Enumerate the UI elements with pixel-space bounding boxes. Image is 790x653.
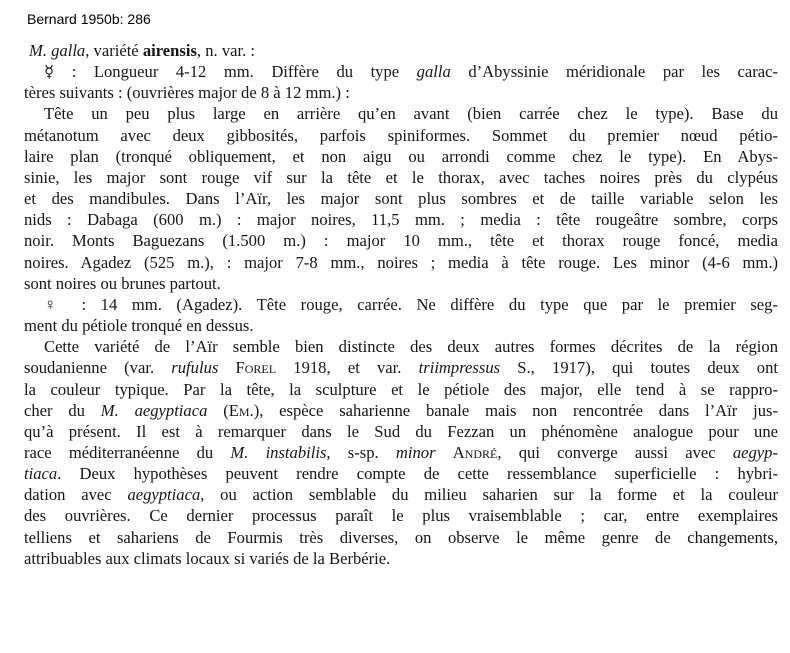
document-page: [24, 40, 778, 569]
taxon-heading: M. galla, variété airensis, n. var. :: [29, 41, 255, 60]
discussion-paragraph: Cette variété de l’Aïr semble bien distincte des deux autres formes décrites de la région soudanienne (var. rufulus Forel 1918, et var. triimpressus S., 1917), qui toutes deux ont la couleur typique. Par la tête, la sculpture et le pétiole des major, elle tend à se rappro- cher du M. aegyptiaca (Em.), espèce saharienne banale mais non rencontrée dans l’Aïr jus- qu’à présent. Il est à remarquer dans le Sud du Fezzan un phénomène analogue pour une race méditerranéenne du M. instabilis, s-sp. minor André, qui converge aussi avec aegyp- tiaca. Deux hypothèses peuvent rendre compte de cette ressemblance superficielle : hybri- dation avec aegyptiaca, ou action semblable du milieu saharien sur la forme et la couleur des ouvrières. Ce dernier processus paraît le plus vraisemblable ; car, entre exemplaires telliens et sahariens de Fourmis très diverses, on observe le même genre de changements, attribuables aux climats locaux si variés de la Berbérie.: [24, 337, 779, 568]
worker-symbol: ☿: [44, 62, 55, 82]
taxon-variety: airensis: [142, 41, 197, 60]
queen-symbol: ♀: [44, 294, 67, 314]
taxon-genus: M. galla: [29, 41, 86, 60]
morphology-paragraph: Tête un peu plus large en arrière qu’en avant (bien carrée chez le type). Base du métanotum avec deux gibbosités, parfois spiniformes. Sommet du premier nœud pétio- laire plan (tronqué obliquement, et non aigu ou arrondi comme chez le type). En Abys- sinie, les major sont rouge vif sur la tête et le thorax, avec taches noires près du clypéus et des mandibules. Dans l’Aïr, les major sont plus sombres et de taille variable selon les nids : Dabaga (600 m.) : major noires, 11,5 mm. ; media : tête rougeâtre sombre, corps noir. Monts Baguezans (1.500 m.) : major 10 mm., tête et thorax rouge foncé, media noires. Agadez (525 m.), : major 7-8 mm., noires ; media à tête rouge. Les minor (4-6 mm.) sont noires ou brunes partout.: [24, 104, 778, 293]
citation-header: Bernard 1950b: 286: [27, 11, 151, 27]
queen-description: ♀ : 14 mm. (Agadez). Tête rouge, carrée. Ne diffère du type que par le premier seg- ment du pétiole tronqué en dessus.: [24, 294, 778, 336]
worker-description: ☿ : Longueur 4-12 mm. Diffère du type galla d’Abyssinie méridionale par les carac- tères suivants : (ouvrières major de 8 à 12 mm.) :: [24, 62, 779, 103]
